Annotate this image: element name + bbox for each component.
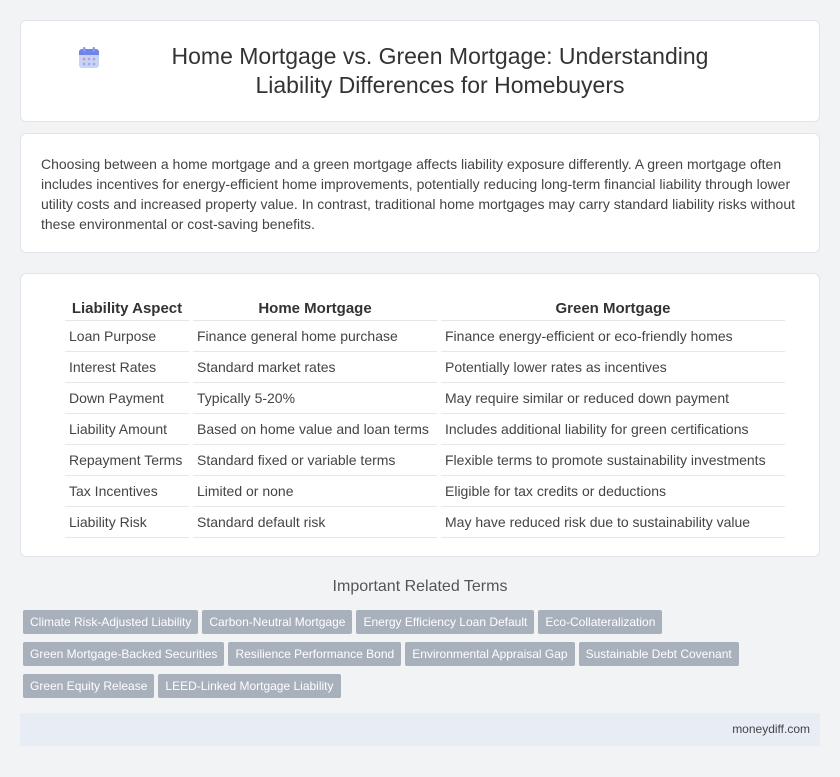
footer <box>20 713 820 746</box>
table-cell: Standard market rates <box>193 352 437 383</box>
table-row <box>65 352 785 383</box>
related-term-tag[interactable]: Environmental Appraisal Gap <box>405 642 574 666</box>
table-cell: Liability Risk <box>65 507 189 538</box>
table-row <box>65 476 785 507</box>
table-row <box>65 383 785 414</box>
page-title: Home Mortgage vs. Green Mortgage: Understanding Liability Differences for Homebuyers <box>171 43 709 98</box>
table-cell: Down Payment <box>65 383 189 414</box>
footer-site-name[interactable]: moneydiff.com <box>732 722 810 736</box>
table-cell: Eligible for tax credits or deductions <box>441 476 785 507</box>
related-term-tag[interactable]: LEED-Linked Mortgage Liability <box>158 674 340 698</box>
related-terms-tags <box>23 610 803 706</box>
table-cell: May have reduced risk due to sustainability value <box>441 507 785 538</box>
table-cell: Interest Rates <box>65 352 189 383</box>
comparison-table <box>61 294 789 538</box>
comparison-table-card <box>20 273 820 557</box>
related-term-tag[interactable]: Energy Efficiency Loan Default <box>356 610 534 634</box>
title-card <box>20 20 820 122</box>
related-term-tag[interactable]: Sustainable Debt Covenant <box>579 642 739 666</box>
intro-card <box>20 133 820 253</box>
table-cell: May require similar or reduced down payment <box>441 383 785 414</box>
table-row <box>65 321 785 352</box>
table-cell: Typically 5-20% <box>193 383 437 414</box>
table-cell: Based on home value and loan terms <box>193 414 437 445</box>
column-header-aspect: Liability Aspect <box>65 294 189 321</box>
related-term-tag[interactable]: Climate Risk-Adjusted Liability <box>23 610 198 634</box>
column-header-green-mortgage: Green Mortgage <box>441 294 785 321</box>
table-cell: Potentially lower rates as incentives <box>441 352 785 383</box>
table-cell: Finance energy-efficient or eco-friendly homes <box>441 321 785 352</box>
table-cell: Standard default risk <box>193 507 437 538</box>
related-term-tag[interactable]: Resilience Performance Bond <box>228 642 401 666</box>
table-cell: Repayment Terms <box>65 445 189 476</box>
table-cell: Standard fixed or variable terms <box>193 445 437 476</box>
table-cell: Loan Purpose <box>65 321 189 352</box>
related-term-tag[interactable]: Green Equity Release <box>23 674 154 698</box>
related-terms-title: Important Related Terms <box>332 578 508 595</box>
table-cell: Includes additional liability for green certifications <box>441 414 785 445</box>
table-row <box>65 445 785 476</box>
table-cell: Liability Amount <box>65 414 189 445</box>
table-cell: Finance general home purchase <box>193 321 437 352</box>
related-term-tag[interactable]: Carbon-Neutral Mortgage <box>202 610 352 634</box>
related-term-tag[interactable]: Green Mortgage-Backed Securities <box>23 642 224 666</box>
column-header-home-mortgage: Home Mortgage <box>193 294 437 321</box>
table-row <box>65 507 785 538</box>
intro-paragraph: Choosing between a home mortgage and a green mortgage affects liability exposure differently. A green mortgage often includes incentives for energy-efficient home improvements, potentially reducing long-term financial liability through lower utility costs and increased property value. In contrast, traditional home mortgages may carry standard liability risks without these environmental or cost-saving benefits. <box>41 156 796 232</box>
table-cell: Tax Incentives <box>65 476 189 507</box>
table-cell: Flexible terms to promote sustainability investments <box>441 445 785 476</box>
related-term-tag[interactable]: Eco-Collateralization <box>538 610 662 634</box>
table-header-row <box>65 294 785 321</box>
table-cell: Limited or none <box>193 476 437 507</box>
table-row <box>65 414 785 445</box>
